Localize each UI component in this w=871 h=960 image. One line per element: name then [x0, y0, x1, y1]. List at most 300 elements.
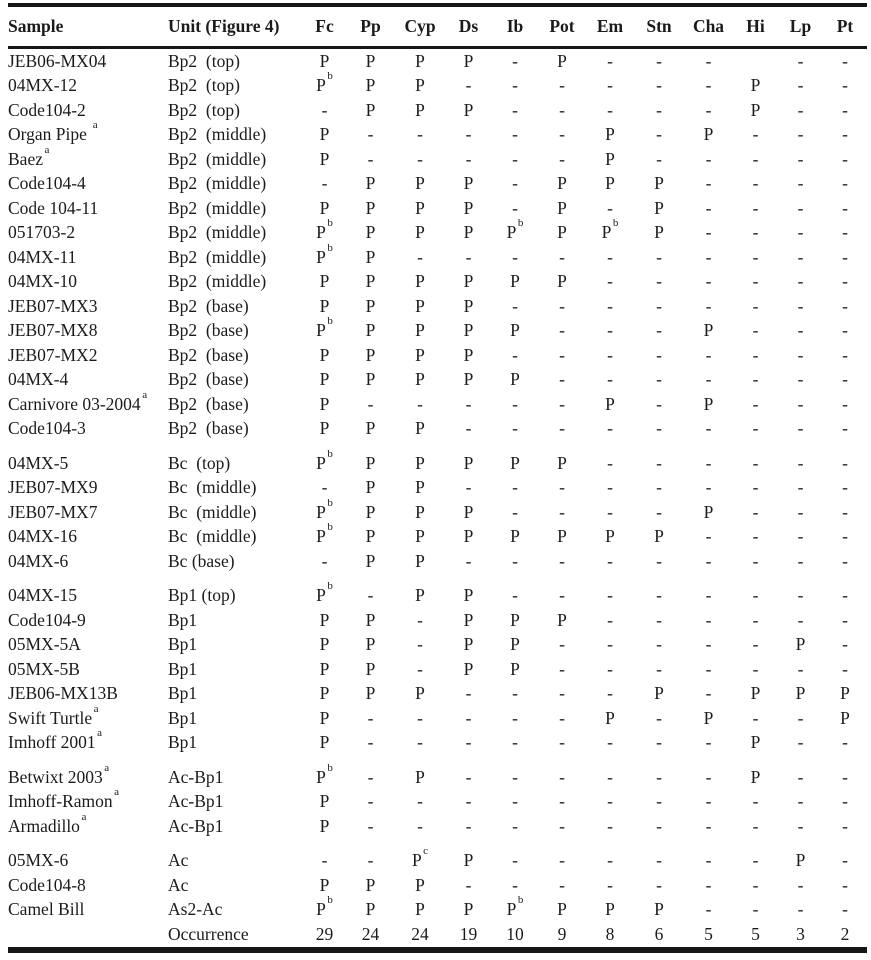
value-cell-cyp: -: [417, 124, 423, 145]
value-cell-cha: -: [705, 369, 712, 390]
value-cell-pp: P: [365, 75, 376, 96]
sample-cell: JEB07-MX2: [8, 344, 98, 365]
unit-cell: Bp1: [168, 609, 198, 630]
value-cell-hi: -: [752, 477, 759, 498]
value-cell-cyp: P: [415, 295, 425, 316]
value-cell-lp: -: [797, 99, 804, 120]
value-cell-em: -: [607, 634, 613, 655]
value-cell-lp: -: [797, 452, 804, 473]
value-cell-pot: -: [559, 369, 565, 390]
value-cell-fc: P $^b$: [316, 315, 333, 341]
value-cell-ds: -: [465, 246, 472, 267]
unit-cell: Bp2 (middle): [168, 222, 267, 243]
value-cell-stn: -: [656, 393, 662, 414]
value-cell-lp: -: [797, 585, 804, 606]
column-header-em: Em: [596, 16, 624, 36]
superscript-note: b: [327, 580, 333, 593]
value-cell-cha: -: [705, 766, 712, 787]
table-row: [8, 245, 867, 270]
value-cell-fc: P: [319, 874, 330, 895]
sample-cell: Imhoff-Ramon $^a$: [8, 786, 120, 812]
value-cell-hi: -: [752, 850, 759, 871]
value-cell-cyp: P $^c$: [411, 845, 429, 871]
value-cell-pot: P: [557, 452, 567, 473]
value-cell-pp: -: [367, 732, 374, 753]
value-cell-cha: -: [705, 683, 712, 704]
value-cell-pp: P: [365, 609, 376, 630]
value-cell-ds: P: [463, 369, 474, 390]
value-cell-em: -: [607, 295, 613, 316]
value-cell-pt: P: [840, 707, 850, 728]
value-cell-fc: P $^b$: [316, 496, 333, 522]
unit-cell: Bc (middle): [168, 501, 257, 522]
occurrence-count-cha: 5: [704, 923, 713, 944]
value-cell-pt: -: [842, 50, 848, 71]
table-row: [8, 525, 867, 550]
value-cell-lp: -: [797, 246, 804, 267]
value-cell-stn: -: [656, 791, 662, 812]
value-cell-pp: -: [367, 815, 374, 836]
value-cell-pp: P: [365, 295, 376, 316]
value-cell-pt: -: [842, 766, 848, 787]
value-cell-ds: P: [463, 173, 474, 194]
table-row: [8, 48, 867, 74]
sample-cell: Camel Bill: [8, 899, 85, 920]
column-header-fc: Fc: [315, 16, 334, 36]
value-cell-stn: -: [656, 732, 662, 753]
value-cell-ds: -: [465, 550, 472, 571]
value-cell-hi: -: [752, 634, 759, 655]
table-row: [8, 657, 867, 682]
sample-cell: Code104-2: [8, 99, 86, 120]
value-cell-cha: -: [705, 477, 712, 498]
value-cell-ib: P $^b$: [506, 217, 524, 243]
value-cell-cha: -: [705, 50, 712, 71]
unit-cell: Bp2 (middle): [168, 124, 267, 145]
value-cell-ds: -: [465, 766, 472, 787]
value-cell-cha: -: [705, 246, 712, 267]
value-cell-ib: -: [512, 683, 518, 704]
value-cell-pt: -: [842, 320, 848, 341]
table-row: [8, 500, 867, 525]
value-cell-cha: P: [703, 320, 714, 341]
value-cell-ib: -: [512, 791, 518, 812]
value-cell-cyp: P: [415, 197, 425, 218]
sample-cell: JEB07-MX9: [8, 477, 98, 498]
superscript-note: a: [92, 119, 98, 132]
value-cell-pp: -: [367, 148, 374, 169]
sample-cell: JEB06-MX04: [8, 50, 107, 71]
value-cell-ib: -: [512, 732, 518, 753]
value-cell-pot: -: [559, 477, 565, 498]
value-cell-pt: -: [842, 124, 848, 145]
value-cell-pot: P: [557, 50, 567, 71]
value-cell-lp: -: [797, 173, 804, 194]
value-cell-cha: -: [705, 344, 712, 365]
value-cell-pp: P: [365, 344, 376, 365]
value-cell-pt: -: [842, 452, 848, 473]
value-cell-pot: -: [559, 75, 565, 96]
value-cell-cha: -: [705, 850, 712, 871]
value-cell-lp: -: [797, 815, 804, 836]
value-cell-cyp: P: [415, 452, 425, 473]
table-row: [8, 682, 867, 707]
value-cell-cyp: P: [415, 173, 425, 194]
unit-cell: Ac-Bp1: [168, 791, 224, 812]
occurrence-row: [8, 922, 867, 950]
value-cell-fc: -: [321, 550, 328, 571]
value-cell-cha: P: [703, 124, 714, 145]
sample-cell: 051703-2: [8, 222, 76, 243]
value-cell-pt: -: [842, 791, 848, 812]
value-cell-ib: -: [512, 197, 518, 218]
value-cell-ib: -: [512, 766, 518, 787]
value-cell-em: -: [607, 791, 613, 812]
superscript-note: c: [423, 845, 429, 858]
value-cell-ib: -: [512, 148, 518, 169]
column-header-lp: Lp: [789, 16, 812, 36]
value-cell-pp: P: [365, 526, 376, 547]
unit-cell: Bp2 (middle): [168, 173, 267, 194]
table-row: [8, 74, 867, 99]
value-cell-pt: -: [842, 732, 848, 753]
value-cell-fc: P $^b$: [316, 894, 333, 920]
value-cell-fc: -: [321, 850, 328, 871]
value-cell-cha: -: [705, 634, 712, 655]
value-cell-pt: -: [842, 899, 848, 920]
table-row: [8, 898, 867, 923]
value-cell-cyp: P: [415, 320, 425, 341]
value-cell-cha: -: [705, 791, 712, 812]
value-cell-pot: -: [559, 344, 565, 365]
sample-cell: 04MX-11: [8, 246, 77, 267]
value-cell-cha: -: [705, 550, 712, 571]
palynomorph-occurrence-table: [8, 3, 867, 953]
value-cell-pot: -: [559, 874, 565, 895]
value-cell-cyp: P: [415, 766, 425, 787]
value-cell-stn: -: [656, 850, 662, 871]
table-row: [8, 147, 867, 172]
value-cell-pt: -: [842, 393, 848, 414]
value-cell-em: -: [607, 550, 613, 571]
value-cell-ds: -: [465, 683, 472, 704]
unit-cell: Bp2 (top): [168, 99, 240, 120]
value-cell-hi: -: [752, 393, 759, 414]
document-page: [0, 3, 871, 960]
unit-cell: Bp2 (middle): [168, 271, 267, 292]
superscript-note: b: [612, 217, 619, 230]
value-cell-ib: P: [510, 658, 520, 679]
value-cell-hi: -: [752, 222, 759, 243]
value-cell-cyp: -: [417, 246, 423, 267]
value-cell-cha: -: [705, 173, 712, 194]
value-cell-lp: -: [797, 658, 804, 679]
superscript-note: a: [81, 810, 87, 823]
column-header-cha: Cha: [692, 16, 725, 36]
superscript-note: b: [327, 315, 333, 328]
value-cell-pot: -: [559, 320, 565, 341]
value-cell-pt: -: [842, 344, 848, 365]
value-cell-ib: P: [510, 369, 520, 390]
value-cell-pp: P: [365, 452, 376, 473]
value-cell-ds: P: [463, 295, 474, 316]
value-cell-lp: -: [797, 501, 804, 522]
value-cell-pot: -: [559, 815, 565, 836]
occurrence-count-fc: 29: [315, 923, 334, 944]
unit-cell: Bp2 (base): [168, 295, 249, 316]
value-cell-cyp: -: [417, 732, 423, 753]
value-cell-stn: -: [656, 585, 662, 606]
value-cell-cyp: P: [415, 50, 425, 71]
sample-cell: 04MX-10: [8, 271, 78, 292]
value-cell-hi: -: [752, 246, 759, 267]
value-cell-cyp: P: [415, 899, 425, 920]
value-cell-stn: -: [656, 550, 662, 571]
sample-cell: JEB07-MX7: [8, 501, 98, 522]
sample-cell: Code104-3: [8, 418, 86, 439]
superscript-note: a: [44, 143, 50, 156]
value-cell-hi: P: [750, 732, 761, 753]
column-header-pt: Pt: [836, 16, 854, 36]
sample-cell: 04MX-16: [8, 526, 78, 547]
value-cell-pp: P: [365, 634, 376, 655]
value-cell-pp: P: [365, 874, 376, 895]
value-cell-stn: -: [656, 295, 662, 316]
table-row: [8, 368, 867, 393]
value-cell-cyp: P: [415, 550, 425, 571]
value-cell-cyp: -: [417, 791, 423, 812]
value-cell-pot: P: [557, 609, 567, 630]
value-cell-ds: -: [465, 791, 472, 812]
value-cell-pp: -: [367, 393, 374, 414]
value-cell-hi: P: [750, 683, 761, 704]
unit-cell: Bp2 (middle): [168, 246, 267, 267]
value-cell-ds: -: [465, 815, 472, 836]
value-cell-hi: -: [752, 815, 759, 836]
occurrence-count-lp: 3: [796, 923, 805, 944]
value-cell-pot: -: [559, 732, 565, 753]
value-cell-fc: P: [319, 418, 330, 439]
value-cell-cha: -: [705, 99, 712, 120]
value-cell-em: P: [605, 124, 615, 145]
value-cell-cha: P: [703, 707, 714, 728]
column-header-stn: Stn: [646, 16, 672, 36]
value-cell-hi: -: [752, 550, 759, 571]
value-cell-em: -: [607, 732, 613, 753]
value-cell-pp: -: [367, 124, 374, 145]
value-cell-hi: -: [752, 344, 759, 365]
value-cell-cha: -: [705, 452, 712, 473]
value-cell-cha: -: [705, 658, 712, 679]
value-cell-pot: -: [559, 124, 565, 145]
value-cell-pp: -: [367, 850, 374, 871]
value-cell-cha: -: [705, 75, 712, 96]
value-cell-cyp: P: [415, 344, 425, 365]
value-cell-hi: -: [752, 658, 759, 679]
value-cell-pp: P: [365, 658, 376, 679]
value-cell-pot: -: [559, 148, 565, 169]
value-cell-cha: -: [705, 222, 712, 243]
value-cell-cha: -: [705, 197, 712, 218]
value-cell-pp: P: [365, 418, 376, 439]
value-cell-em: -: [607, 197, 613, 218]
value-cell-lp: -: [797, 295, 804, 316]
value-cell-lp: -: [797, 526, 804, 547]
value-cell-cyp: P: [415, 526, 425, 547]
value-cell-lp: -: [797, 732, 804, 753]
value-cell-pp: -: [367, 791, 374, 812]
value-cell-lp: P: [795, 683, 806, 704]
sample-cell: Swift Turtle $^a$: [8, 702, 99, 728]
value-cell-ds: P: [463, 452, 474, 473]
superscript-note: b: [327, 70, 333, 83]
value-cell-ib: -: [512, 850, 518, 871]
unit-cell: Ac: [168, 850, 189, 871]
table-row: [8, 123, 867, 148]
value-cell-pt: -: [842, 550, 848, 571]
value-cell-pt: -: [842, 271, 848, 292]
value-cell-ib: P: [510, 526, 520, 547]
superscript-note: b: [327, 447, 333, 460]
value-cell-stn: -: [656, 99, 662, 120]
value-cell-em: -: [607, 75, 613, 96]
value-cell-stn: -: [656, 418, 662, 439]
value-cell-stn: -: [656, 658, 662, 679]
value-cell-pt: -: [842, 173, 848, 194]
value-cell-ds: -: [465, 874, 472, 895]
value-cell-stn: -: [656, 246, 662, 267]
value-cell-cyp: P: [415, 874, 425, 895]
value-cell-hi: -: [752, 585, 759, 606]
value-cell-fc: P: [319, 295, 330, 316]
value-cell-hi: P: [750, 766, 761, 787]
value-cell-pp: P: [365, 50, 376, 71]
sample-cell: [8, 922, 168, 950]
unit-cell: Bc (top): [168, 452, 231, 473]
sample-cell: JEB06-MX13B: [8, 683, 118, 704]
value-cell-pt: -: [842, 658, 848, 679]
value-cell-cha: -: [705, 815, 712, 836]
value-cell-em: P: [605, 707, 615, 728]
value-cell-cyp: P: [415, 585, 425, 606]
value-cell-stn: P: [654, 173, 664, 194]
value-cell-stn: -: [656, 320, 662, 341]
unit-cell: Bp2 (base): [168, 393, 249, 414]
value-cell-pt: -: [842, 222, 848, 243]
unit-cell: Bp1: [168, 732, 198, 753]
value-cell-ib: -: [512, 50, 518, 71]
value-cell-lp: -: [797, 124, 804, 145]
value-cell-hi: P: [750, 75, 761, 96]
value-cell-stn: -: [656, 634, 662, 655]
value-cell-cha: -: [705, 295, 712, 316]
value-cell-pp: P: [365, 271, 376, 292]
unit-cell: Bp2 (base): [168, 418, 249, 439]
value-cell-ds: -: [465, 393, 472, 414]
sample-cell: 04MX-5: [8, 452, 69, 473]
value-cell-cha: P: [703, 501, 714, 522]
value-cell-ds: P: [463, 271, 474, 292]
sample-cell: 04MX-4: [8, 369, 69, 390]
value-cell-ib: P: [510, 634, 520, 655]
table-row: [8, 706, 867, 731]
value-cell-hi: -: [752, 609, 759, 630]
value-cell-em: -: [607, 369, 613, 390]
table-row: [8, 814, 867, 839]
value-cell-em: P: [605, 148, 615, 169]
table-header: [8, 5, 867, 48]
table-row: [8, 270, 867, 295]
value-cell-pot: -: [559, 683, 565, 704]
value-cell-lp: -: [797, 271, 804, 292]
value-cell-pot: P: [557, 526, 567, 547]
column-header-ib: Ib: [506, 16, 524, 36]
value-cell-ds: -: [465, 124, 472, 145]
value-cell-em: -: [607, 344, 613, 365]
value-cell-cyp: -: [417, 815, 423, 836]
table-row: [8, 196, 867, 221]
value-cell-ds: -: [465, 75, 472, 96]
value-cell-lp: -: [797, 899, 804, 920]
superscript-note: b: [517, 217, 524, 230]
sample-cell: Armadillo $^a$: [8, 810, 87, 836]
value-cell-ib: -: [512, 477, 518, 498]
value-cell-em: P: [605, 173, 615, 194]
unit-cell: Bc (base): [168, 550, 235, 571]
unit-cell: Ac-Bp1: [168, 815, 224, 836]
table-row: [8, 441, 867, 476]
superscript-note: b: [327, 241, 333, 254]
table-row: [8, 549, 867, 574]
value-cell-stn: -: [656, 452, 662, 473]
value-cell-pot: P: [557, 899, 567, 920]
value-cell-fc: P $^b$: [316, 70, 333, 96]
value-cell-cha: -: [705, 148, 712, 169]
value-cell-pp: P: [365, 477, 376, 498]
value-cell-cyp: -: [417, 393, 423, 414]
sample-cell: Code104-4: [8, 173, 86, 194]
occurrence-count-pot: 9: [557, 923, 567, 944]
value-cell-pot: -: [559, 418, 565, 439]
value-cell-pot: -: [559, 791, 565, 812]
value-cell-ib: P: [510, 452, 520, 473]
table-row: [8, 417, 867, 442]
value-cell-hi: -: [752, 271, 759, 292]
value-cell-pot: -: [559, 550, 565, 571]
value-cell-pt: -: [842, 246, 848, 267]
value-cell-em: -: [607, 850, 613, 871]
value-cell-cyp: P: [415, 75, 425, 96]
value-cell-fc: P: [319, 707, 330, 728]
table-row: [8, 98, 867, 123]
value-cell-cyp: P: [415, 683, 425, 704]
value-cell-pot: P: [557, 173, 567, 194]
value-cell-em: P $^b$: [601, 217, 619, 243]
value-cell-ib: -: [512, 707, 518, 728]
value-cell-pt: -: [842, 99, 848, 120]
value-cell-hi: -: [752, 320, 759, 341]
value-cell-fc: P $^b$: [316, 241, 333, 267]
sample-cell: 05MX-5A: [8, 634, 81, 655]
value-cell-fc: P: [319, 609, 330, 630]
value-cell-em: -: [607, 585, 613, 606]
superscript-note: b: [327, 217, 333, 230]
value-cell-cyp: P: [415, 222, 425, 243]
unit-cell: Bp2 (top): [168, 50, 240, 71]
value-cell-cha: -: [705, 732, 712, 753]
table-row: [8, 319, 867, 344]
value-cell-pt: -: [842, 148, 848, 169]
